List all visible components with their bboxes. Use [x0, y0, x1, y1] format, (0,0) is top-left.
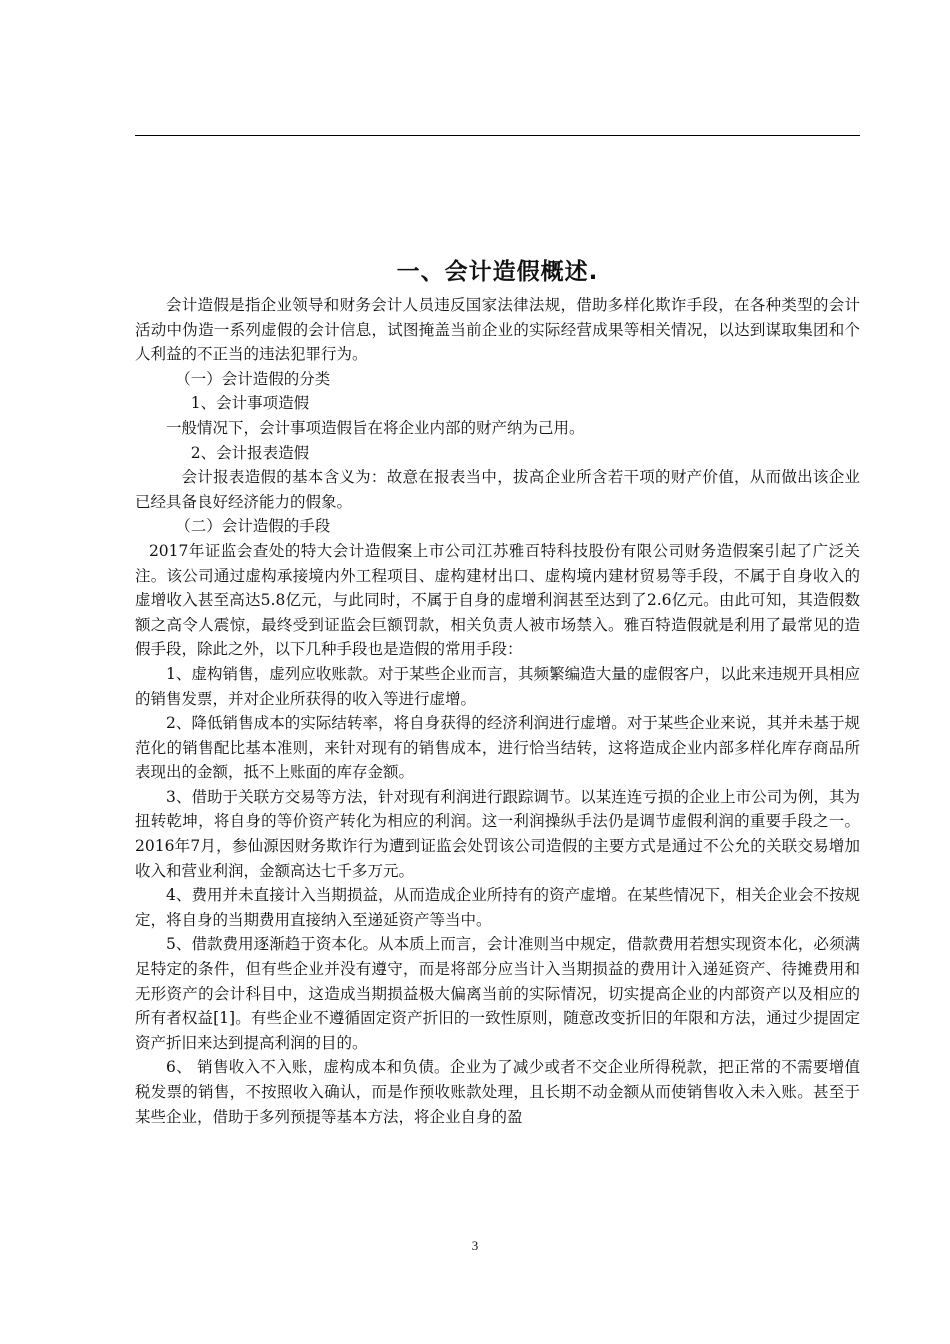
page-number: 3	[471, 1238, 479, 1253]
header-rule	[135, 135, 860, 136]
subheading-methods: （二）会计造假的手段	[175, 517, 331, 536]
paragraph-definition: 会计造假是指企业领导和财务会计人员违反国家法律法规，借助多样化欺诈手段，在各种类型的会计活动中伪造一系列虚假的会计信息，试图掩盖当前企业的实际经营成果等相关情况，以达到谋取集团和个人利益的不正当的违法犯罪行为。	[135, 296, 860, 364]
list-item-method-5: 5、借款费用逐渐趋于资本化。从本质上而言，会计准则当中规定，借款费用若想实现资本化，必须满足特定的条件，但有些企业并没有遵守，而是将部分应当计入当期损益的费用计入递延资产、待摊费用和无形资产的会计科目中，这造成当期损益极大偏离当前的实际情况，切实提高企业的内部资产以及相应的所有者权益[1]。有些企业不遵循固定资产折旧的一致性原则，随意改变折旧的年限和方法，通过少提固定资产折旧来达到提高利润的目的。	[135, 935, 860, 1052]
list-item-method-6: 6、 销售收入不入账，虚构成本和负债。企业为了减少或者不交企业所得税款，把正常的不需要增值税发票的销售，不按照收入确认，而是作预收账款处理，且长期不动金额从而使销售收入未入账。甚至于某些企业，借助于多列预提等基本方法，将企业自身的盈	[135, 1058, 860, 1126]
paragraph-matter-fraud: 一般情况下，会计事项造假旨在将企业内部的财产纳为己用。	[166, 418, 585, 437]
subheading-matter-fraud: 1、会计事项造假	[190, 394, 310, 413]
paragraph-statement-fraud: 会计报表造假的基本含义为：故意在报表当中，拔高企业所含若干项的财产价值，从而做出该企业已经具备良好经济能力的假象。	[135, 468, 860, 511]
body-text	[135, 293, 860, 1129]
list-item-method-3: 3、借助于关联方交易等方法，针对现有利润进行跟踪调节。以某连连亏损的企业上市公司为例，其为扭转乾坤，将自身的等价资产转化为相应的利润。这一利润操纵手法仍是调节虚假利润的重要手段之一。2016年7月，参仙源因财务欺诈行为遭到证监会处罚该公司造假的主要方式是通过不公允的关联交易增加收入和营业利润，金额高达七千多万元。	[135, 787, 860, 880]
list-item-method-1: 1、虚构销售，虚列应收账款。对于某些企业而言，其频繁编造大量的虚假客户，以此来违规开具相应的销售发票，并对企业所获得的收入等进行虚增。	[135, 664, 860, 708]
paragraph-case-study: 2017年证监会查处的特大会计造假案上市公司江苏雅百特科技股份有限公司财务造假案引起了广泛关注。该公司通过虚构承接境内外工程项目、虚构建材出口、虚构境内建材贸易等手段，不属于自身收入的虚增收入甚至高达5.8亿元，与此同时，不属于自身的虚增利润甚至达到了2.6亿元。由此可知，其造假数额之高令人震惊，最终受到证监会巨额罚款，相关负责人被市场禁入。雅百特造假就是利用了最常见的造假手段，除此之外，以下几种手段也是造假的常用手段：	[135, 541, 860, 659]
list-item-method-4: 4、费用并未直接计入当期损益，从而造成企业所持有的资产虚增。在某些情况下，相关企业会不按规定，将自身的当期费用直接纳入至递延资产等当中。	[135, 886, 860, 929]
subheading-statement-fraud: 2、会计报表造假	[190, 443, 310, 462]
list-item-method-2: 2、降低销售成本的实际结转率，将自身获得的经济利润进行虚增。对于某些企业来说，其并未基于规范化的销售配比基本准则，来针对现有的销售成本，进行恰当结转，这将造成企业内部多样化库存商品所表现出的金额，抵不上账面的库存金额。	[135, 714, 860, 782]
subheading-classification: （一）会计造假的分类	[175, 369, 331, 388]
section-title: 一、会计造假概述.	[396, 259, 599, 285]
